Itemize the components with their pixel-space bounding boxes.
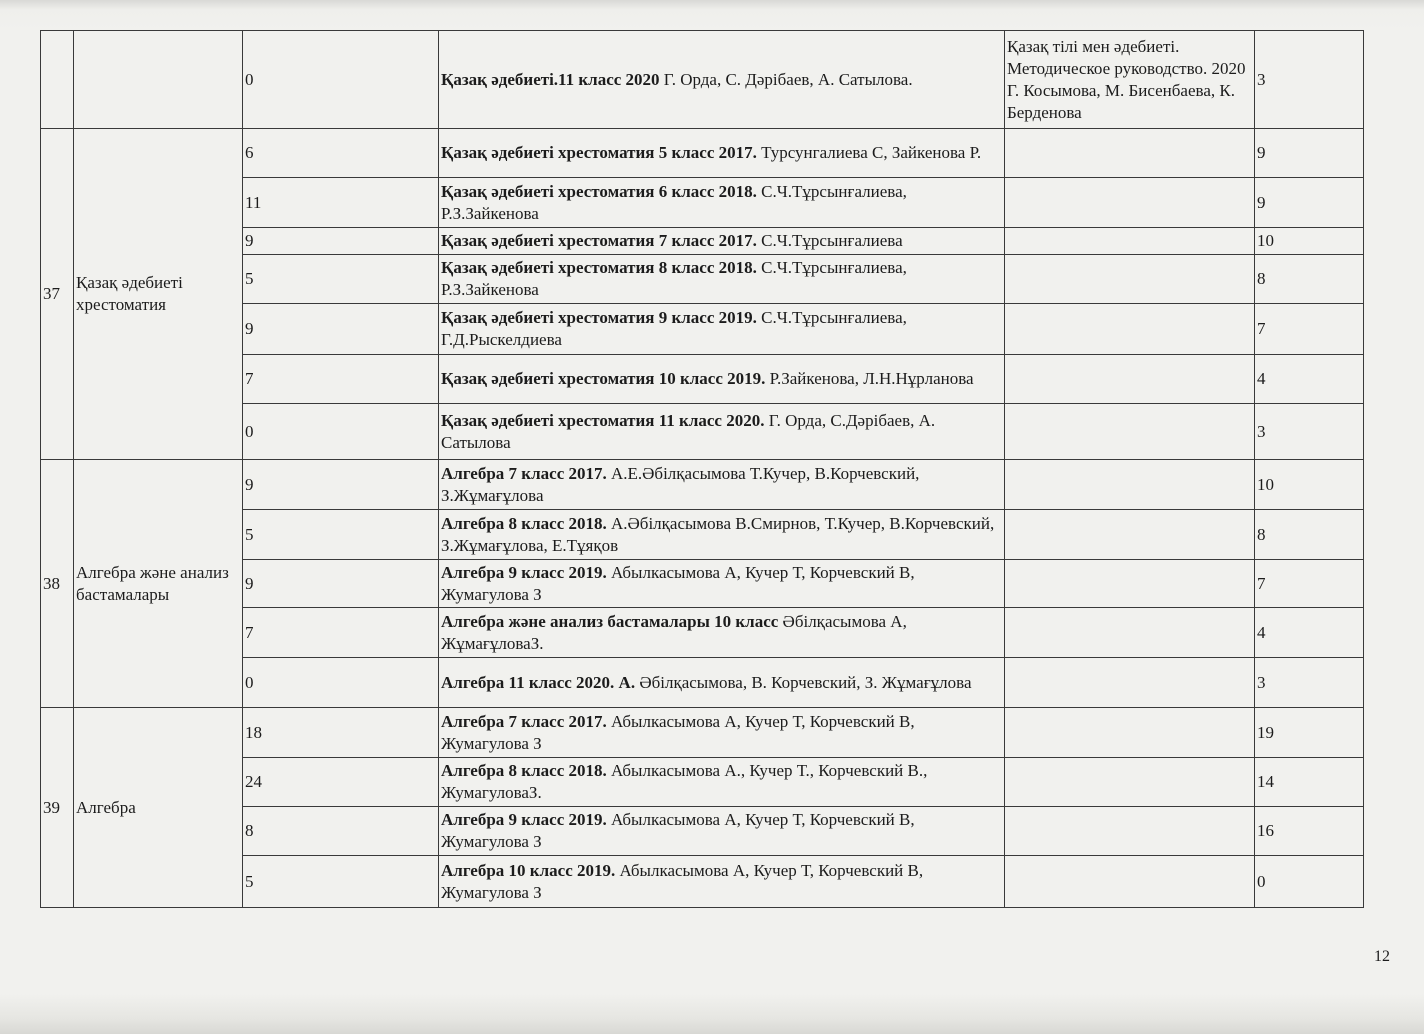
textbook-authors: Турсунгалиева С, Зайкенова Р.: [756, 143, 982, 162]
textbook-cell: [439, 856, 1005, 908]
textbook-title: Алгебра 9 класс 2019.: [441, 810, 607, 829]
count-cell: 9: [1255, 129, 1364, 178]
textbook-authors: Абылкасымова А, Кучер Т, Корчевский В, Жумагулова З: [441, 562, 915, 604]
quantity-cell: 5: [243, 856, 439, 908]
subject-cell: [74, 31, 243, 129]
textbook-authors: Әбілқасымова А, ЖұмағұловаЗ.: [441, 611, 907, 653]
table-row: [41, 708, 1364, 758]
quantity-cell: 9: [243, 460, 439, 510]
textbook-cell: [439, 31, 1005, 129]
textbook-cell: [439, 228, 1005, 255]
textbook-cell: [439, 304, 1005, 355]
textbook-title: Қазақ әдебиеті хрестоматия 9 класс 2019.: [441, 308, 757, 327]
count-cell: 8: [1255, 510, 1364, 560]
methodical-cell: [1005, 807, 1255, 856]
count-cell: 4: [1255, 608, 1364, 658]
quantity-cell: 18: [243, 708, 439, 758]
count-cell: 14: [1255, 758, 1364, 807]
textbook-cell: [439, 129, 1005, 178]
table-row: [41, 31, 1364, 129]
count-cell: 19: [1255, 708, 1364, 758]
textbook-cell: [439, 758, 1005, 807]
count-cell: 16: [1255, 807, 1364, 856]
textbook-cell: [439, 708, 1005, 758]
methodical-cell: [1005, 355, 1255, 404]
quantity-cell: 9: [243, 304, 439, 355]
textbook-cell: [439, 178, 1005, 228]
table-row: [41, 129, 1364, 178]
methodical-cell: [1005, 758, 1255, 807]
count-cell: 9: [1255, 178, 1364, 228]
textbook-authors: С.Ч.Тұрсынғалиева: [756, 231, 903, 250]
methodical-cell: [1005, 178, 1255, 228]
methodical-cell: [1005, 708, 1255, 758]
table-row: [41, 460, 1364, 510]
subject-cell: Қазақ әдебиеті хрестоматия: [74, 129, 243, 460]
textbook-cell: [439, 404, 1005, 460]
row-number-cell: 39: [41, 708, 74, 908]
count-cell: 4: [1255, 355, 1364, 404]
quantity-cell: 24: [243, 758, 439, 807]
textbook-title: Алгебра 7 класс 2017.: [441, 711, 607, 731]
quantity-cell: 5: [243, 510, 439, 560]
textbook-authors: Абылкасымова А, Кучер Т, Корчевский В, Жумагулова З: [441, 860, 924, 902]
count-cell: 7: [1255, 560, 1364, 608]
methodical-cell: [1005, 658, 1255, 708]
quantity-cell: 7: [243, 608, 439, 658]
textbook-cell: [439, 658, 1005, 708]
quantity-cell: 0: [243, 658, 439, 708]
count-cell: 10: [1255, 460, 1364, 510]
textbook-cell: [439, 807, 1005, 856]
count-cell: 3: [1255, 658, 1364, 708]
row-number-cell: 37: [41, 129, 74, 460]
textbook-authors: Абылкасымова А., Кучер Т., Корчевский В., ЖумагуловаЗ.: [441, 761, 928, 802]
textbook-title: Алгебра 8 класс 2018.: [441, 513, 607, 533]
textbook-authors: С.Ч.Тұрсынғалиева, Г.Д.Рыскелдиева: [441, 308, 907, 349]
textbook-title: Қазақ әдебиеті хрестоматия 6 класс 2018.: [441, 181, 757, 201]
textbook-authors: Абылкасымова А, Кучер Т, Корчевский В, Жумагулова З: [441, 810, 915, 851]
methodical-cell: [1005, 856, 1255, 908]
methodical-cell: [1005, 510, 1255, 560]
quantity-cell: 5: [243, 255, 439, 304]
page-number: 12: [1374, 948, 1390, 965]
methodical-cell: Қазақ тілі мен әдебиеті. Методическое руководство. 2020 Г. Косымова, М. Бисенбаева, К. Берденова: [1005, 31, 1255, 129]
methodical-cell: [1005, 304, 1255, 355]
textbook-authors: С.Ч.Тұрсынғалиева, Р.З.Зайкенова: [441, 258, 907, 299]
quantity-cell: 7: [243, 355, 439, 404]
methodical-cell: [1005, 129, 1255, 178]
textbook-authors: Г. Орда, С. Дәрібаев, А. Сатылова.: [659, 69, 913, 89]
textbook-cell: [439, 255, 1005, 304]
textbook-title: Қазақ әдебиеті хрестоматия 5 класс 2017.: [441, 143, 757, 162]
methodical-cell: [1005, 255, 1255, 304]
textbook-title: Алгебра және анализ бастамалары 10 класс: [441, 611, 779, 631]
quantity-cell: 9: [243, 228, 439, 255]
textbook-title: Қазақ әдебиеті хрестоматия 8 класс 2018.: [441, 258, 757, 277]
textbook-title: Алгебра 8 класс 2018.: [441, 761, 607, 780]
count-cell: 10: [1255, 228, 1364, 255]
textbook-title: Алгебра 9 класс 2019.: [441, 562, 607, 582]
textbook-title: Қазақ әдебиеті хрестоматия 10 класс 2019.: [441, 369, 766, 388]
quantity-cell: 0: [243, 31, 439, 129]
count-cell: 7: [1255, 304, 1364, 355]
textbook-cell: [439, 460, 1005, 510]
textbook-authors: А.Е.Әбілқасымова Т.Кучер, В.Корчевский, З.Жұмағұлова: [441, 463, 920, 505]
textbook-title: Алгебра 10 класс 2019.: [441, 860, 616, 880]
count-cell: 3: [1255, 31, 1364, 129]
subject-cell: Алгебра: [74, 708, 243, 908]
textbook-authors: Әбілқасымова, В. Корчевский, З. Жұмағұлова: [635, 672, 972, 692]
methodical-cell: [1005, 460, 1255, 510]
methodical-cell: [1005, 404, 1255, 460]
row-number-cell: 38: [41, 460, 74, 708]
textbook-table: [40, 30, 1364, 908]
quantity-cell: 9: [243, 560, 439, 608]
textbook-authors: Абылкасымова А, Кучер Т, Корчевский В, Жумагулова З: [441, 711, 915, 753]
textbook-authors: С.Ч.Тұрсынғалиева, Р.З.Зайкенова: [441, 181, 907, 223]
textbook-cell: [439, 560, 1005, 608]
count-cell: 3: [1255, 404, 1364, 460]
textbook-title: Қазақ әдебиеті хрестоматия 7 класс 2017.: [441, 231, 757, 250]
methodical-cell: [1005, 560, 1255, 608]
textbook-title: Алгебра 11 класс 2020. А.: [441, 672, 636, 692]
count-cell: 8: [1255, 255, 1364, 304]
textbook-cell: [439, 510, 1005, 560]
textbook-authors: А.Әбілқасымова В.Смирнов, Т.Кучер, В.Корчевский, З.Жұмағұлова, Е.Тұяқов: [441, 513, 995, 555]
quantity-cell: 11: [243, 178, 439, 228]
quantity-cell: 6: [243, 129, 439, 178]
row-number-cell: [41, 31, 74, 129]
textbook-authors: Р.Зайкенова, Л.Н.Нұрланова: [765, 369, 974, 388]
textbook-cell: [439, 608, 1005, 658]
textbook-cell: [439, 355, 1005, 404]
textbook-title: Алгебра 7 класс 2017.: [441, 463, 607, 483]
textbook-title: Қазақ әдебиеті.11 класс 2020: [441, 69, 660, 89]
textbook-authors: Г. Орда, С.Дәрібаев, А. Сатылова: [441, 410, 936, 452]
methodical-cell: [1005, 228, 1255, 255]
count-cell: 0: [1255, 856, 1364, 908]
quantity-cell: 0: [243, 404, 439, 460]
textbook-title: Қазақ әдебиеті хрестоматия 11 класс 2020.: [441, 410, 765, 430]
subject-cell: Алгебра және анализ бастамалары: [74, 460, 243, 708]
methodical-cell: [1005, 608, 1255, 658]
page-bottom-edge: [0, 994, 1424, 1034]
quantity-cell: 8: [243, 807, 439, 856]
